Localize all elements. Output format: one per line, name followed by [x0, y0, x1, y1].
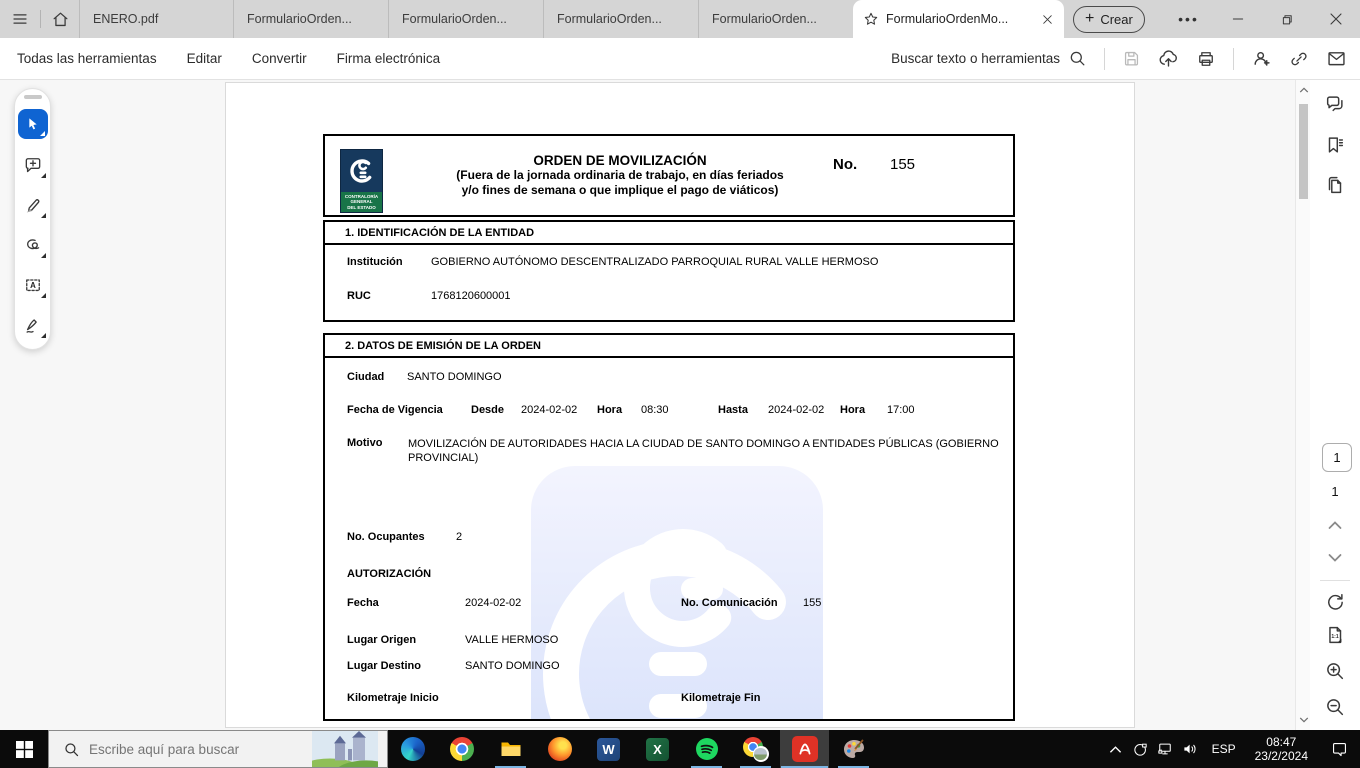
section1-body-box: [323, 245, 1015, 322]
plus-icon: +: [1085, 9, 1095, 27]
search-icon: [63, 741, 80, 758]
origen-value: VALLE HERMOSO: [465, 634, 559, 646]
menu-esign[interactable]: Firma electrónica: [336, 51, 441, 66]
section2-body-box: [323, 358, 1015, 721]
ruc-label: RUC: [347, 290, 371, 302]
page-number-input[interactable]: [1322, 443, 1352, 472]
desde-label: Desde: [471, 404, 505, 416]
hora-hasta-label: Hora: [840, 404, 866, 416]
comunicacion-value: 155: [803, 597, 822, 609]
close-window-button[interactable]: [1311, 0, 1360, 38]
system-tray: [1103, 730, 1360, 768]
chrome-icon: [450, 737, 474, 761]
comunicacion-label: No. Comunicación: [681, 597, 778, 609]
tray-app-icon[interactable]: [1128, 741, 1153, 758]
form-subtitle-2: y/o fines de semana o que implique el pago de viáticos): [461, 183, 779, 197]
divider: [1104, 48, 1105, 70]
logo-line: CONTRALORÍA: [344, 193, 379, 199]
hora-desde-label: Hora: [597, 404, 623, 416]
toolbar-menu: [0, 51, 440, 66]
taskbar-app-edge[interactable]: [388, 730, 437, 768]
add-people-icon[interactable]: [1251, 48, 1272, 69]
tab-label: FormularioOrden...: [712, 12, 817, 26]
hasta-value: 2024-02-02: [768, 404, 825, 416]
bookmark-icon: [1324, 134, 1346, 156]
tab-label: ENERO.pdf: [93, 12, 159, 26]
form-subtitle-1: (Fuera de la jornada ordinaria de trabajo, en días feriados: [456, 168, 784, 182]
taskbar-app-chrome[interactable]: [437, 730, 486, 768]
highlighter-icon: [23, 195, 43, 215]
taskbar-search-input[interactable]: [89, 742, 279, 757]
save-icon: [1122, 49, 1141, 68]
motivo-label: Motivo: [347, 437, 383, 449]
vertical-scrollbar[interactable]: [1295, 80, 1310, 730]
acrobat-icon: [792, 736, 818, 762]
motivo-value: MOVILIZACIÓN DE AUTORIDADES HACIA LA CIUDAD DE SANTO DOMINGO A ENTIDADES PÚBLICAS (GOBIERNO PROVINCIAL): [408, 438, 999, 464]
previous-page-icon[interactable]: [1328, 520, 1343, 530]
draw-tool-button[interactable]: [17, 225, 49, 265]
close-tab-icon[interactable]: [1041, 13, 1054, 26]
destino-label: Lugar Destino: [347, 660, 421, 672]
right-panel-rail: [1310, 80, 1360, 730]
windows-logo-icon: [16, 741, 33, 758]
create-label: Crear: [1100, 11, 1133, 27]
link-icon[interactable]: [1289, 49, 1309, 69]
page-total: 1: [1331, 484, 1339, 499]
comments-icon: [1324, 93, 1346, 115]
rotate-icon: [1324, 590, 1346, 612]
tray-time: 08:47: [1266, 734, 1297, 749]
cge-watermark: [531, 466, 823, 719]
restore-button[interactable]: [1262, 0, 1311, 38]
logo-line: GENERAL: [350, 199, 373, 205]
draw-lasso-icon: [23, 235, 43, 255]
email-icon[interactable]: [1326, 48, 1347, 69]
file-explorer-icon: [499, 737, 523, 761]
form-title: ORDEN DE MOVILIZACIÓN: [533, 153, 707, 168]
windows-taskbar: [0, 730, 1360, 768]
tab-label: FormularioOrden...: [557, 12, 662, 26]
tab-label: FormularioOrden...: [402, 12, 507, 26]
institucion-value: GOBIERNO AUTÓNOMO DESCENTRALIZADO PARROQUIAL RURAL VALLE HERMOSO: [431, 256, 879, 268]
cursor-icon: [25, 116, 41, 132]
zoom-in-button[interactable]: [1324, 660, 1346, 682]
titlebar-spacer: [1145, 0, 1164, 38]
clock[interactable]: [1255, 735, 1308, 764]
tab-formulario-3[interactable]: [543, 0, 698, 38]
taskbar-search[interactable]: [48, 730, 388, 768]
ciudad-value: SANTO DOMINGO: [407, 371, 502, 383]
hora-desde-value: 08:30: [641, 404, 669, 416]
tab-formulario-2[interactable]: [388, 0, 543, 38]
vigencia-label: Fecha de Vigencia: [347, 404, 443, 416]
taskbar-app-acrobat[interactable]: [780, 730, 829, 768]
tab-label: FormularioOrden...: [247, 12, 352, 26]
autorizacion-header: AUTORIZACIÓN: [347, 568, 432, 580]
highlight-tool-button[interactable]: [17, 185, 49, 225]
tab-formulario-1[interactable]: [233, 0, 388, 38]
taskbar-app-spotify[interactable]: [682, 730, 731, 768]
pdf-page[interactable]: [225, 82, 1135, 728]
notification-icon: [1330, 740, 1349, 759]
page-fit-button[interactable]: [1324, 624, 1346, 646]
scroll-down-icon[interactable]: [1296, 712, 1311, 728]
hora-hasta-value: 17:00: [887, 404, 915, 416]
profile-avatar: [753, 746, 769, 762]
fecha-value: 2024-02-02: [465, 597, 522, 609]
search-highlight-image[interactable]: [312, 731, 378, 767]
upload-cloud-icon[interactable]: [1158, 48, 1179, 69]
tray-date: 23/2/2024: [1254, 749, 1308, 763]
comment-add-icon: [23, 155, 43, 175]
menu-edit[interactable]: Editar: [186, 51, 222, 66]
hamburger-menu-icon[interactable]: [0, 0, 40, 38]
tab-formulario-4[interactable]: [698, 0, 853, 38]
home-icon[interactable]: [41, 0, 79, 38]
ciudad-label: Ciudad: [347, 371, 385, 383]
menu-all-tools[interactable]: Todas las herramientas: [17, 51, 157, 66]
order-number: 155: [890, 156, 916, 173]
institucion-label: Institución: [347, 256, 403, 268]
edge-icon: [401, 737, 425, 761]
desde-value: 2024-02-02: [521, 404, 578, 416]
tab-enero[interactable]: [79, 0, 233, 38]
comments-panel-button[interactable]: [1324, 93, 1346, 115]
word-icon: W: [597, 738, 620, 761]
km-fin-label: Kilometraje Fin: [681, 692, 761, 704]
search-label: Buscar texto o herramientas: [891, 51, 1060, 66]
spotify-icon: [695, 737, 719, 761]
star-icon[interactable]: [863, 11, 879, 27]
toolbar-right: [891, 48, 1360, 70]
ocupantes-value: 2: [456, 531, 463, 543]
print-icon[interactable]: [1196, 49, 1216, 69]
menu-convert[interactable]: Convertir: [251, 51, 307, 66]
titlebar: [0, 0, 1360, 38]
gimp-palette-icon: [842, 737, 866, 761]
section1-header-box: [323, 220, 1015, 245]
zoom-out-button[interactable]: [1324, 696, 1346, 718]
section2-header-box: [323, 333, 1015, 358]
origen-label: Lugar Origen: [347, 634, 417, 646]
fill-sign-tool-button[interactable]: [17, 305, 49, 345]
add-text-icon: [23, 275, 43, 295]
divider: [1320, 580, 1350, 581]
zoom-out-icon: [1324, 696, 1346, 718]
start-button[interactable]: [0, 730, 48, 768]
tab-label: FormularioOrdenMo...: [886, 12, 1009, 26]
actual-size-icon: [1324, 624, 1346, 646]
volume-icon[interactable]: [1178, 740, 1203, 758]
taskbar-app-word[interactable]: [584, 730, 633, 768]
rotate-page-button[interactable]: [1324, 590, 1346, 612]
section1-header: 1. IDENTIFICACIÓN DE LA ENTIDAD: [345, 227, 535, 239]
no-label: No.: [833, 156, 858, 173]
form-header-box: [323, 134, 1015, 217]
network-icon[interactable]: [1153, 740, 1178, 758]
section2-header: 2. DATOS DE EMISIÓN DE LA ORDEN: [345, 340, 541, 352]
taskbar-app-firefox[interactable]: [535, 730, 584, 768]
add-text-tool-button[interactable]: [17, 265, 49, 305]
pages-icon: [1324, 174, 1346, 196]
divider: [1233, 48, 1234, 70]
search-tools-button[interactable]: [891, 49, 1087, 68]
page-thumbnails-button[interactable]: [1324, 174, 1346, 196]
zoom-in-icon: [1324, 660, 1346, 682]
taskbar-app-chrome-profile[interactable]: [731, 730, 780, 768]
destino-value: SANTO DOMINGO: [465, 660, 560, 672]
fecha-label: Fecha: [347, 597, 379, 609]
svg-text:1:1: 1:1: [1331, 634, 1339, 641]
firefox-icon: [548, 737, 572, 761]
km-inicio-label: Kilometraje Inicio: [347, 692, 439, 704]
tab-formulario-active[interactable]: [853, 0, 1064, 38]
action-center-button[interactable]: [1318, 740, 1360, 759]
scrollbar-thumb[interactable]: [1299, 104, 1308, 199]
create-button[interactable]: [1073, 6, 1145, 33]
scroll-up-icon[interactable]: [1296, 82, 1311, 98]
add-comment-tool-button[interactable]: [17, 145, 49, 185]
signature-pen-icon: [23, 315, 43, 335]
next-page-icon[interactable]: [1328, 553, 1343, 563]
select-tool-button[interactable]: [18, 109, 48, 139]
rail-drag-handle[interactable]: [24, 95, 42, 99]
overflow-menu-icon[interactable]: •••: [1178, 11, 1199, 27]
excel-icon: X: [646, 738, 669, 761]
taskbar-app-gimp[interactable]: [829, 730, 878, 768]
language-indicator[interactable]: ESP: [1211, 742, 1236, 756]
taskbar-app-file-explorer[interactable]: [486, 730, 535, 768]
toolbar: [0, 38, 1360, 80]
minimize-button[interactable]: [1213, 0, 1262, 38]
search-icon: [1068, 49, 1087, 68]
ruc-value: 1768120600001: [431, 290, 511, 302]
svg-text:A: A: [29, 281, 36, 291]
ocupantes-label: No. Ocupantes: [347, 531, 425, 543]
tray-expand-icon[interactable]: [1103, 745, 1128, 754]
quick-tools-rail: [14, 88, 51, 350]
document-viewport: [0, 80, 1360, 730]
taskbar-app-excel[interactable]: [633, 730, 682, 768]
bookmarks-panel-button[interactable]: [1324, 134, 1346, 156]
logo-line: DEL ESTADO: [347, 204, 376, 210]
hasta-label: Hasta: [718, 404, 748, 416]
